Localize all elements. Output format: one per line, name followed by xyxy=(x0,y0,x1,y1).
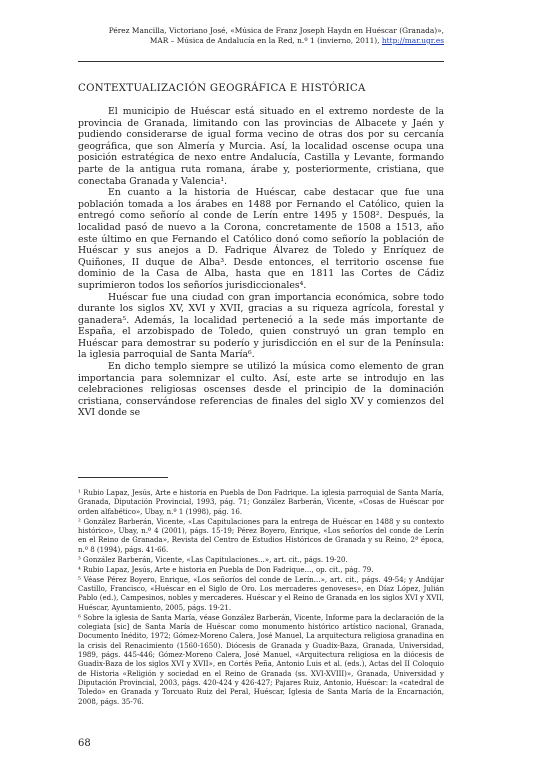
section-title: CONTEXTUALIZACIÓN GEOGRÁFICA E HISTÓRICA xyxy=(78,83,366,94)
body-paragraph: En cuanto a la historia de Huéscar, cabe destacar que fue una población tomada a los árabes en 1488 por Fernando el Católico, quien la entregó como señorío al conde de Lerín entre 1495 y 1508². Después, la localidad pasó de nuevo a la Corona, concretamente de 1508 a 1513, año este último en que Fernando el Católico donó como señorío la población de Huéscar y sus anejos a D. Fadrique Álvarez de Toledo y Enríquez de Quiñones, II duque de Alba³. Desde entonces, el territorio oscense fue dominio de la Casa de Alba, hasta que en 1811 las Cortes de Cádiz suprimieron todos los señoríos jurisdiccionales⁴. xyxy=(78,187,444,291)
header-journal-text: MAR – Música de Andalucía en la Red, n.º 1 (invierno, 2011), xyxy=(149,36,382,45)
body-paragraph: Huéscar fue una ciudad con gran importancia económica, sobre todo durante los siglos XV, XVI y XVII, gracias a su riqueza agrícola, forestal y ganadera⁵. Además, la localidad perteneció a la sede más importante de España, el arzobispado de Toledo, quien construyó un gran templo en Huéscar para demostrar su poderío y jurisdicción en el sur de la Península: la iglesia parroquial de Santa María⁶. xyxy=(78,291,444,361)
body-paragraph: En dicho templo siempre se utilizó la música como elemento de gran importancia para solemnizar el culto. Así, este arte se introdujo en las celebraciones religiosas oscenses desde el principio de la dominación cristiana, conservándose referencias de finales del siglo XV y comienzos del XVI donde se xyxy=(78,361,444,419)
footnote: ⁵ Véase Pérez Boyero, Enrique, «Los señoríos del conde de Lerín…», art. cit., págs. 49-54; y Andújar Castillo, Francisco, «Huéscar en el Siglo de Oro. Los mercaderes genoveses», en Díaz López, Julián Pablo (ed.), Campesinos, nobles y mercaderes. Huéscar y el Reino de Granada en los siglos XVI y XVII, Huéscar, Ayuntamiento, 2005, págs. 19-21. xyxy=(78,575,444,612)
page-number: 68 xyxy=(78,738,91,749)
footnotes xyxy=(78,489,444,708)
body-text xyxy=(78,106,444,419)
journal-url-link[interactable]: http://mar.ugr.es xyxy=(381,36,444,45)
footnote: ³ González Barberán, Vicente, «Las Capitulaciones…», art. cit., págs. 19-20. xyxy=(78,555,348,564)
header-citation-line: Pérez Mancilla, Victoriano José, «Música de Franz Joseph Haydn en Huéscar (Granada)», xyxy=(108,26,444,35)
footnote: ¹ Rubio Lapaz, Jesús, Arte e historia en Puebla de Don Fadrique. La iglesia parroquial de Santa María, Granada, Diputación Provincial, 1993, pág. 71; González Barberán, Vicente, «Cosas de Huéscar por orden alfabético», Ubay, n.º 1 (1998), pág. 16. xyxy=(78,489,444,516)
body-paragraph: El municipio de Huéscar está situado en el extremo nordeste de la provincia de Granada, limitando con las provincias de Albacete y Jaén y pudiendo considerarse de igual forma vecino de otras dos por su cercanía geográfica, que son Almería y Murcia. Así, la localidad oscense ocupa una posición estratégica de nexo entre Andalucía, Castilla y Levante, formando parte de la antigua ruta romana, árabe y, posteriormente, cristiana, que conectaba Granada y Valencia¹. xyxy=(78,106,444,187)
footnote: ⁴ Rubio Lapaz, Jesús, Arte e historia en Puebla de Don Fadrique…, op. cit., pág. 79. xyxy=(78,565,374,574)
running-header xyxy=(78,26,444,46)
header-journal-line xyxy=(78,36,444,46)
footnote-divider xyxy=(78,477,168,478)
footnote: ⁶ Sobre la iglesia de Santa María, véase González Barberán, Vicente, Informe para la declaración de la colegiata [sic] de Santa María de Huéscar como monumento histórico artístico nacional, Granada, Documento Inédito, 1972; Gómez-Moreno Calera, José Manuel, La arquitectura religiosa granadina en la crisis del Renacimiento (1560-1650). Diócesis de Granada y Guadix-Baza, Granada, Universidad, 1989, págs. 445-446; Gómez-Moreno Calera, José Manuel, «Arquitectura religiosa en la diócesis de Guadix-Baza de los siglos XVI y XVII», en Cortés Peña, Antonio Luis et al. (eds.), Actas del II Coloquio de Historia «Religión y sociedad en el Reino de Granada (ss. XVI-XVIII)», Granada, Universidad y Diputación Provincial, 2003, págs. 420-424 y 426-427; Pajares Ruiz, Antonio, Huéscar: la «catedral de Toledo» en Granada y Torcuato Ruiz del Peral, Huéscar, Iglesia de Santa María de la Encarnación, 2008, págs. 35-76. xyxy=(78,613,444,706)
footnote: ² González Barberán, Vicente, «Las Capitulaciones para la entrega de Huéscar en 1488 y su contexto histórico», Ubay, n.º 4 (2001), págs. 15-19; Pérez Boyero, Enrique, «Los señoríos del conde de Lerín en el Reino de Granada», Revista del Centro de Estudios Históricos de Granada y su Reino, 2ª época, n.º 8 (1994), págs. 41-66. xyxy=(78,517,444,554)
header-divider xyxy=(78,61,444,62)
